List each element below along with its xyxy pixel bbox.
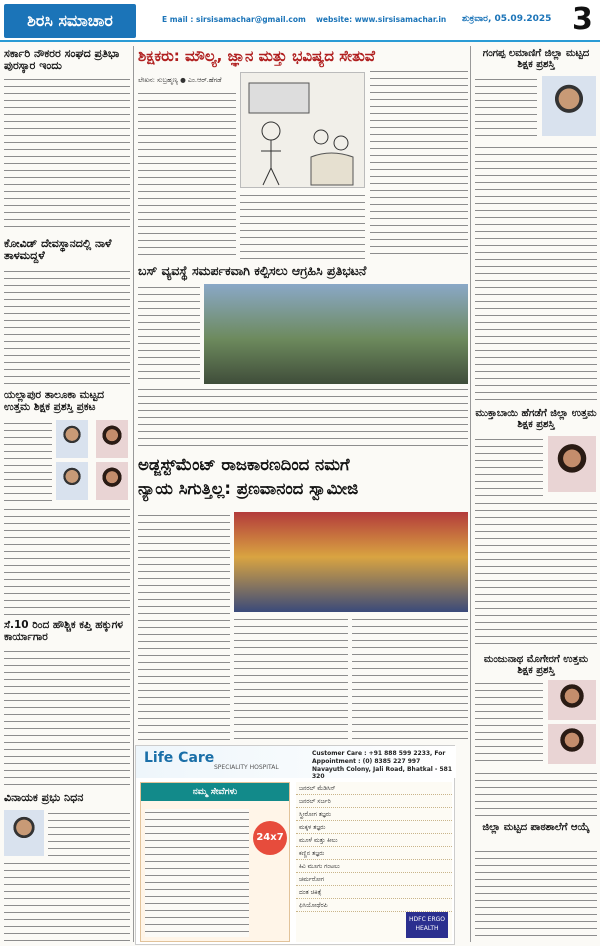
bus-headline: ಬಸ್ ವ್ಯವಸ್ಥೆ ಸಮರ್ಪಕವಾಗಿ ಕಲ್ಪಿಸಲು ಆಗ್ರಹಿಸಿ ಪ್ರತಿಭಟನೆ: [138, 263, 367, 278]
main-headline: ಶಿಕ್ಷಕರು: ಮೌಲ್ಯ, ಜ್ಞಾನ ಮತ್ತು ಭವಿಷ್ಯದ ಸೇತುವೆ: [138, 47, 376, 65]
story-body: [475, 848, 597, 942]
politics-headline-line2: ನ್ಯಾಯ ಸಿಗುತ್ತಿಲ್ಲ: ಪ್ರಣವಾನಂದ ಸ್ವಾಮೀಜಿ: [138, 479, 359, 498]
ad-service-item: ಸ್ತ್ರೀರೋಗ ತಜ್ಞರು: [296, 808, 452, 821]
story-headline: ಸೆ.10 ರಿಂದ ಹೌಶ್ಚಿಕ ಕಪ್ತಿ ಹಕ್ಕುಗಳ ಕಾರ್ಯಾಗಾರ: [4, 619, 123, 643]
ad-header: [136, 746, 456, 781]
story-body: [475, 500, 597, 650]
story-body: [138, 386, 468, 452]
story-body: [370, 68, 468, 260]
ad-service-item: ಚರ್ಮರೋಗ: [296, 873, 452, 886]
ad-service-item: ಮಕ್ಕಳ ತಜ್ಞರು: [296, 821, 452, 834]
story-body: [475, 436, 543, 496]
story-body: [475, 770, 597, 816]
ad-address: Navayuth Colony, Jali Road, Bhatkal - 581 320: [312, 765, 453, 781]
event-stage-photo: [234, 512, 468, 612]
column-divider: [470, 46, 471, 942]
teacher-photo: [548, 680, 596, 720]
story-body: [4, 420, 52, 504]
story-body: [475, 144, 597, 404]
ad-service-item: ಜನರಲ್ ಸರ್ಜರಿ: [296, 795, 452, 808]
column-divider: [133, 46, 134, 942]
ad-service-item: ಜನರಲ್ ಮೆಡಿಸಿನ್: [296, 782, 452, 795]
story-body: [4, 860, 130, 942]
story-body: [234, 616, 348, 740]
story-headline: ಯಲ್ಲಾಪುರ ತಾಲೂಕಾ ಮಟ್ಟದ ಉತ್ತಮ ಶಿಕ್ಷಕ ಪ್ರಶಸ್ತಿ ಪ್ರಕಟ: [4, 389, 105, 413]
story-body: [475, 680, 543, 766]
hospital-advertisement: [135, 745, 455, 945]
story-headline: ಮುಕ್ತಾಬಾಯಿ ಹೆಗಡೆಗೆ ಜಿಲ್ಲಾ ಉತ್ತಮ ಶಿಕ್ಷಕ ಪ್ರಶಸ್ತಿ: [475, 408, 597, 430]
header-date: ಶುಕ್ರವಾರ, 05.09.2025: [462, 14, 552, 24]
ad-service-item: ದಂತ ಚಿಕಿತ್ಸೆ: [296, 886, 452, 899]
newspaper-logo: ಶಿರಸಿ ಸಮಾಚಾರ: [4, 4, 136, 38]
ad-service-item: ಕಣ್ಣಿನ ತಜ್ಞರು: [296, 847, 452, 860]
ad-24x7-badge: 24x7: [253, 821, 287, 855]
ad-body-text: [145, 809, 249, 937]
ad-brand: Life Care: [144, 750, 215, 766]
protest-photo: [204, 284, 468, 384]
story-body: [138, 90, 236, 260]
story-body: [352, 616, 468, 740]
masthead: [0, 0, 600, 42]
teacher-photo: [548, 436, 596, 492]
politics-headline-line1: ಅಡ್ಜಸ್ಟ್‌ಮೆಂಟ್ ರಾಜಕಾರಣದಿಂದ ನಮಗೆ: [138, 455, 350, 474]
ad-customer-care: Customer Care : +91 888 599 2233, For Appointment : (0) 8385 227 997: [312, 750, 446, 765]
story-body: [4, 76, 130, 232]
sketch-icon: [241, 73, 365, 188]
ad-service-item: ಮೂಳೆ ಮತ್ತು ಕೀಲು: [296, 834, 452, 847]
teacher-photo: [548, 724, 596, 764]
story-headline: ಸರ್ಕಾರಿ ನೌಕರರ ಸಂಘದ ಪ್ರತಿಭಾ ಪುರಸ್ಕಾರ ಇಂದು: [4, 47, 120, 73]
ad-service-item: ಕಿವಿ ಮೂಗು ಗಂಟಲು: [296, 860, 452, 873]
story-body: [48, 810, 130, 858]
obituary-photo: [4, 810, 44, 856]
header-website: website: www.sirsisamachar.in: [316, 15, 447, 24]
hdfc-ergo-logo: HDFC ERGO HEALTH: [406, 912, 448, 938]
ad-contact: [312, 750, 454, 781]
story-headline: ಜಿಲ್ಲಾ ಮಟ್ಟದ ಪಾಠಶಾಲೆಗೆ ಆಯ್ಕೆ: [482, 822, 590, 833]
story-body: [4, 648, 130, 788]
story-body: [475, 76, 537, 140]
ad-service-item: ಫಿಸಿಯೋಥೆರಪಿ: [296, 899, 452, 912]
story-body: [138, 512, 230, 740]
teacher-photo: [56, 462, 88, 500]
story-body: [4, 506, 130, 616]
teacher-photo: [56, 420, 88, 458]
teacher-photo: [542, 76, 596, 136]
main-byline: ಲೇಖನ: ಸುಬ್ರಹ್ಮಣ್ಯ ● ಎಂ.ಆರ್.ಹೆಗಡೆ: [138, 76, 222, 84]
teacher-illustration: [240, 72, 365, 188]
ad-brand-sub: SPECIALITY HOSPITAL: [214, 764, 279, 771]
page-number: 3: [572, 2, 593, 37]
story-body: [240, 192, 365, 260]
teacher-photo: [96, 420, 128, 458]
story-headline: ಮಂಜುನಾಥ ಮೊಗೇರಗೆ ಉತ್ತಮ ಶಿಕ್ಷಕ ಪ್ರಶಸ್ತಿ: [483, 654, 589, 676]
ad-services-list: [296, 782, 452, 942]
teacher-photo: [96, 462, 128, 500]
ad-services-banner: ನಮ್ಮ ಸೇವೆಗಳು: [141, 783, 289, 801]
header-email: E mail : sirsisamachar@gmail.com: [162, 15, 306, 24]
story-body: [138, 284, 200, 380]
story-headline: ಕೋವಿಡ್ ದೇವಸ್ಥಾನದಲ್ಲಿ ನಾಳೆ ತಾಳಮದ್ದಳೆ: [4, 237, 112, 263]
ad-services-panel: [140, 782, 290, 942]
story-headline: ವಿನಾಯಕ ಪ್ರಭು ನಿಧನ: [4, 791, 84, 804]
story-headline: ಗಂಗಪ್ಪ ಲಮಾಣಿಗೆ ಜಿಲ್ಲಾ ಮಟ್ಟದ ಶಿಕ್ಷಕ ಪ್ರಶಸ್ತಿ: [482, 48, 590, 70]
story-body: [4, 268, 130, 384]
